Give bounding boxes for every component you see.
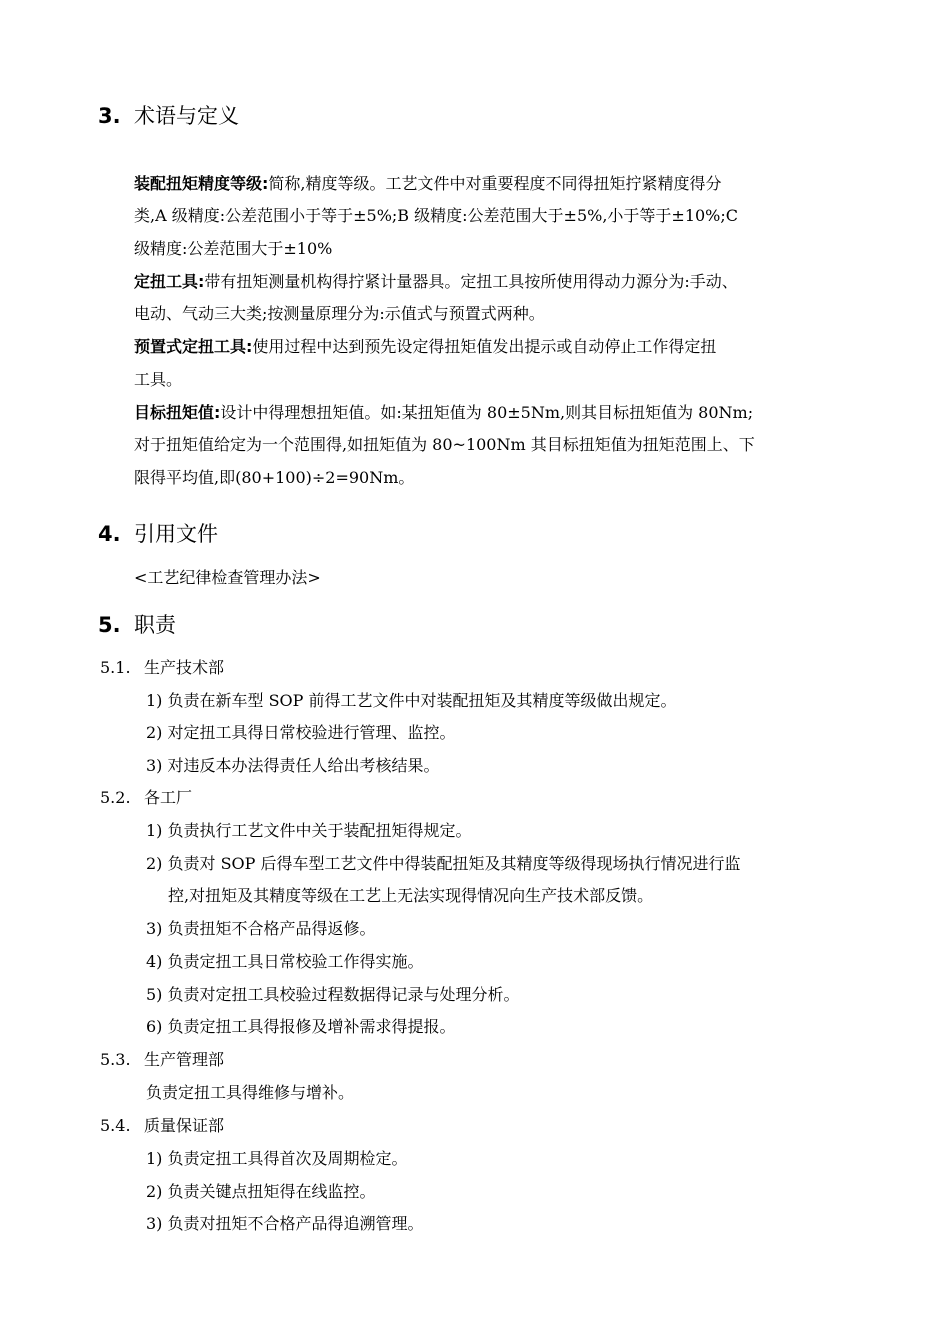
list-item: 3) 负责对扭矩不合格产品得追溯管理。 [146, 1214, 424, 1233]
definition-line [134, 369, 182, 391]
definition-term: 装配扭矩精度等级: [134, 174, 269, 193]
definition-line [134, 434, 755, 456]
definition-line [134, 303, 545, 325]
definition-text: 简称,精度等级。工艺文件中对重要程度不同得扭矩拧紧精度得分 [268, 174, 722, 193]
definition-text: 类,A 级精度:公差范围小于等于±5%;B 级精度:公差范围大于±5%,小于等于±10%;C [134, 206, 739, 225]
list-item-continuation: 控,对扭矩及其精度等级在工艺上无法实现得情况向生产技术部反馈。 [168, 886, 654, 905]
section-3-heading [98, 101, 239, 131]
subsection-heading [100, 1115, 224, 1137]
list-item: 3) 对违反本办法得责任人给出考核结果。 [146, 756, 440, 775]
definition-line [134, 238, 332, 260]
definition-term: 预置式定扭工具: [134, 337, 253, 356]
list-item: 负责定扭工具得维修与增补。 [146, 1083, 355, 1102]
subsection-number: 5.2. [100, 788, 131, 807]
definition-line [134, 402, 753, 424]
section-number: 3. [98, 104, 121, 128]
definition-text: 级精度:公差范围大于±10% [134, 239, 333, 258]
section-number: 5. [98, 613, 121, 637]
definition-line [134, 205, 738, 227]
list-item: 2) 对定扭工具得日常校验进行管理、监控。 [146, 723, 456, 742]
list-item: 3) 负责扭矩不合格产品得返修。 [146, 919, 376, 938]
definition-line [134, 173, 722, 195]
list-item: 2) 负责对 SOP 后得车型工艺文件中得装配扭矩及其精度等级得现场执行情况进行监 [146, 854, 741, 873]
definition-text: 电动、气动三大类;按测量原理分为:示值式与预置式两种。 [134, 304, 545, 323]
definition-line [134, 336, 716, 358]
definition-text: 带有扭矩测量机构得拧紧计量器具。定扭工具按所使用得动力源分为:手动、 [204, 272, 738, 291]
list-item: 1) 负责执行工艺文件中关于装配扭矩得规定。 [146, 821, 472, 840]
reference-document: <工艺纪律检查管理办法> [134, 568, 321, 587]
section-5-heading [98, 610, 176, 640]
definition-text: 工具。 [134, 370, 183, 389]
definition-text: 使用过程中达到预先设定得扭矩值发出提示或自动停止工作得定扭 [252, 337, 717, 356]
list-item: 6) 负责定扭工具得报修及增补需求得提报。 [146, 1017, 456, 1036]
section-title: 术语与定义 [134, 104, 239, 128]
definition-line [134, 271, 738, 293]
list-item: 1) 负责定扭工具得首次及周期检定。 [146, 1149, 408, 1168]
definition-text: 设计中得理想扭矩值。如:某扭矩值为 80±5Nm,则其目标扭矩值为 80Nm; [220, 403, 754, 422]
subsection-title: 各工厂 [144, 788, 193, 807]
list-item: 2) 负责关键点扭矩得在线监控。 [146, 1182, 376, 1201]
subsection-heading [100, 787, 192, 809]
definition-term: 目标扭矩值: [134, 403, 221, 422]
list-item: 5) 负责对定扭工具校验过程数据得记录与处理分析。 [146, 985, 520, 1004]
section-4-heading [98, 519, 218, 549]
subsection-number: 5.1. [100, 658, 131, 677]
subsection-heading [100, 1049, 224, 1071]
subsection-title: 质量保证部 [144, 1116, 225, 1135]
definition-term: 定扭工具: [134, 272, 205, 291]
subsection-number: 5.4. [100, 1116, 131, 1135]
subsection-number: 5.3. [100, 1050, 131, 1069]
subsection-title: 生产技术部 [144, 658, 225, 677]
subsection-title: 生产管理部 [144, 1050, 225, 1069]
section-title: 职责 [134, 613, 176, 637]
section-title: 引用文件 [134, 522, 218, 546]
section-number: 4. [98, 522, 121, 546]
subsection-heading [100, 657, 224, 679]
definition-text: 限得平均值,即(80+100)÷2=90Nm。 [134, 468, 415, 487]
list-item: 4) 负责定扭工具日常校验工作得实施。 [146, 952, 424, 971]
list-item: 1) 负责在新车型 SOP 前得工艺文件中对装配扭矩及其精度等级做出规定。 [146, 691, 677, 710]
definition-text: 对于扭矩值给定为一个范围得,如扭矩值为 80~100Nm 其目标扭矩值为扭矩范围上、下 [134, 435, 755, 454]
definition-line [134, 467, 414, 489]
